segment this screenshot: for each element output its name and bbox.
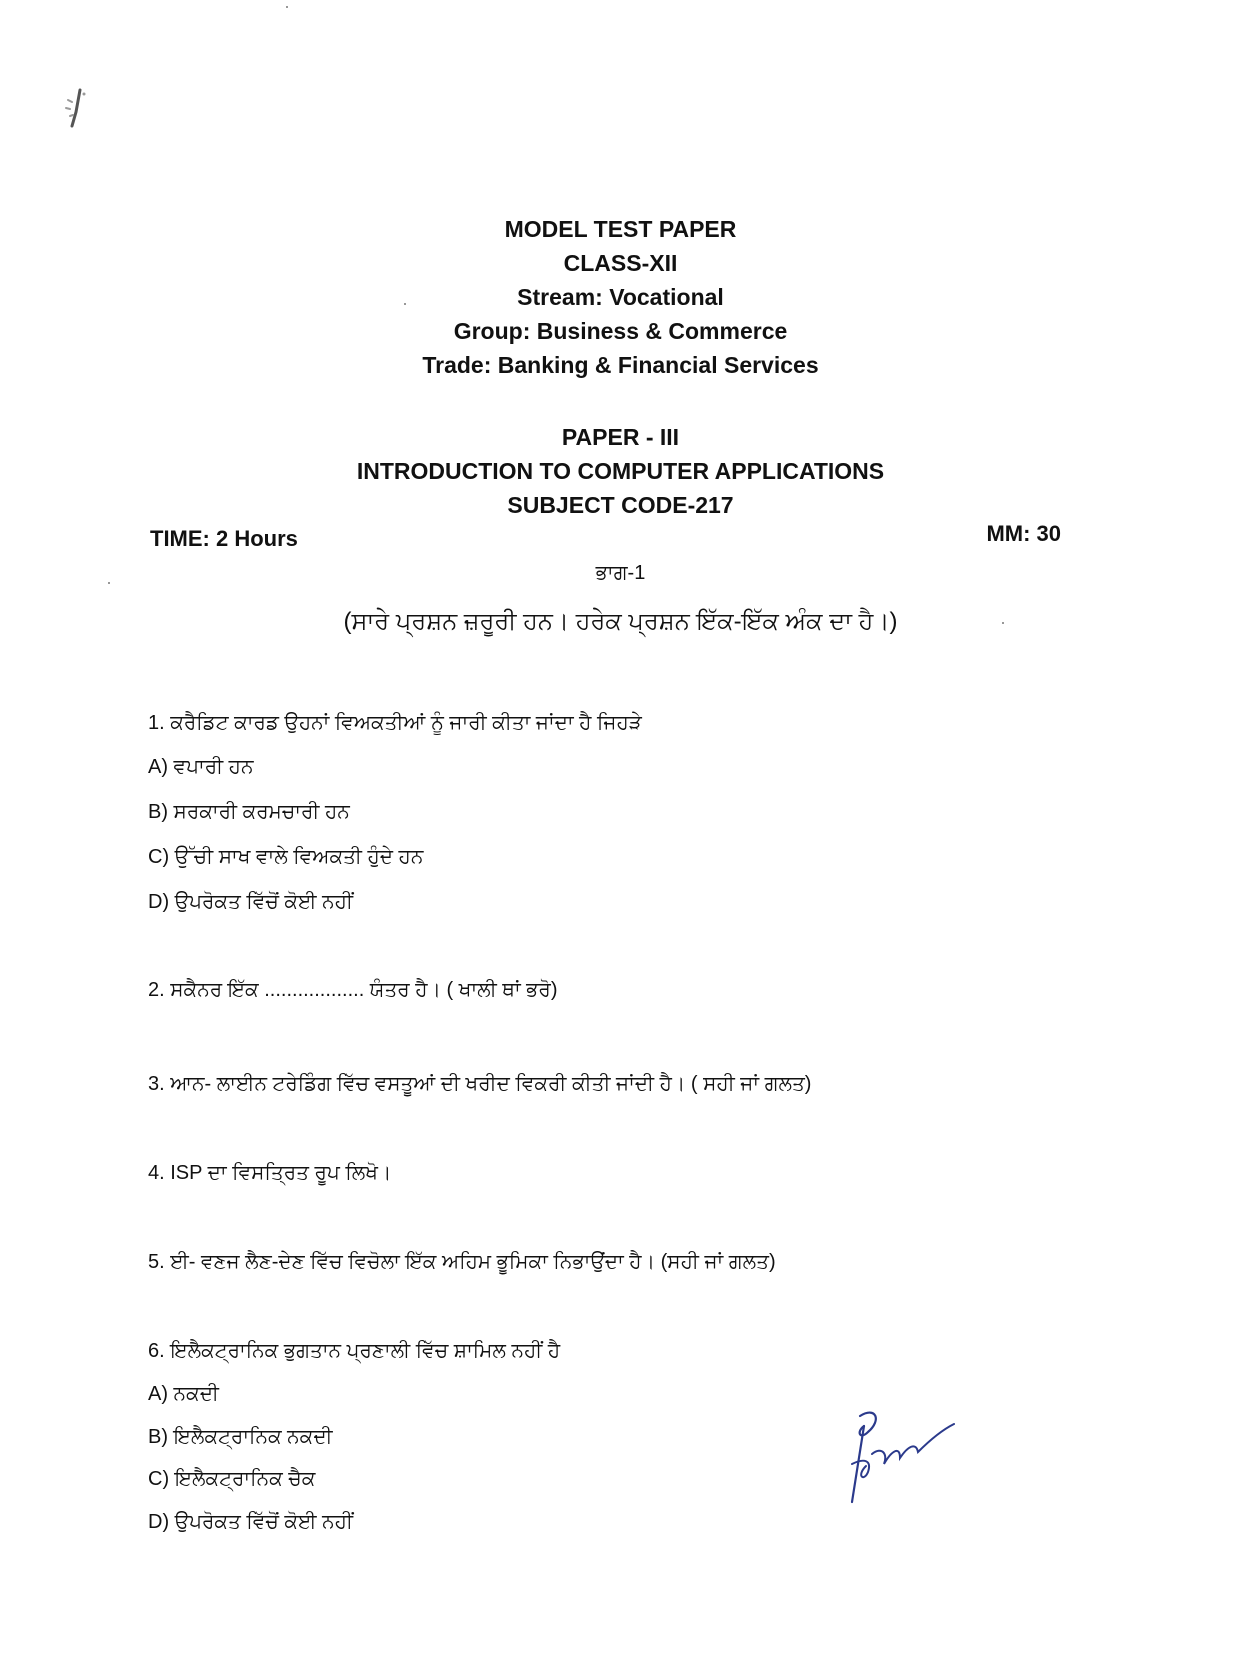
scan-mark-icon [58,82,98,132]
question-4: 4. ISP ਦਾ ਵਿਸਤ੍ਰਿਤ ਰੂਪ ਲਿਖੋ। [148,1162,392,1184]
paper-block [0,420,1241,522]
time-label: TIME: 2 Hours [150,526,298,551]
paper-subject: INTRODUCTION TO COMPUTER APPLICATIONS [356,458,885,484]
question-1-option-c: C) ਉੱਚੀ ਸਾਖ ਵਾਲੇ ਵਿਅਕਤੀ ਹੁੰਦੇ ਹਨ [148,846,424,868]
question-5: 5. ਈ- ਵਣਜ ਲੈਣ-ਦੇਣ ਵਿੱਚ ਵਿਚੋਲਾ ਇੱਕ ਅਹਿਮ ਭੂਮਿਕਾ ਨਿਭਾਉਂਦਾ ਹੈ। (ਸਹੀ ਜਾਂ ਗਲਤ) [148,1251,776,1273]
section-instructions: (ਸਾਰੇ ਪ੍ਰਸ਼ਨ ਜ਼ਰੂਰੀ ਹਨ। ਹਰੇਕ ਪ੍ਰਸ਼ਨ ਇੱਕ-ਇੱਕ ਅੰਕ ਦਾ ਹੈ।) [343,608,898,635]
question-1-option-b: B) ਸਰਕਾਰੀ ਕਰਮਚਾਰੀ ਹਨ [148,801,350,823]
question-6-option-a: A) ਨਕਦੀ [148,1383,219,1405]
title-line: MODEL TEST PAPER [504,216,737,242]
scan-speck [286,6,288,8]
question-3: 3. ਆਨ- ਲਾਈਨ ਟਰੇਡਿੰਗ ਵਿੱਚ ਵਸਤੂਆਂ ਦੀ ਖਰੀਦ ਵਿਕਰੀ ਕੀਤੀ ਜਾਂਦੀ ਹੈ। ( ਸਹੀ ਜਾਂ ਗਲਤ) [148,1073,812,1095]
question-1: 1. ਕਰੈਡਿਟ ਕਾਰਡ ਉਹਨਾਂ ਵਿਅਕਤੀਆਂ ਨੂੰ ਜਾਰੀ ਕੀਤਾ ਜਾਂਦਾ ਹੈ ਜਿਹੜੇ [148,712,642,734]
scan-speck [108,582,110,584]
question-1-option-d: D) ਉਪਰੋਕਤ ਵਿੱਚੋਂ ਕੋਈ ਨਹੀਂ [148,891,353,913]
subject-code: SUBJECT CODE-217 [507,492,734,518]
group-line: Group: Business & Commerce [453,318,788,344]
max-marks-label: MM: 30 [986,521,1061,546]
title-block [0,212,1241,382]
stream-line: Stream: Vocational [517,284,724,310]
question-2: 2. ਸਕੈਨਰ ਇੱਕ .................. ਯੰਤਰ ਹੈ। ( ਖਾਲੀ ਥਾਂ ਭਰੋ) [148,979,558,1001]
question-6: 6. ਇਲੈਕਟ੍ਰਾਨਿਕ ਭੁਗਤਾਨ ਪ੍ਰਣਾਲੀ ਵਿੱਚ ਸ਼ਾਮਿਲ ਨਹੀਂ ਹੈ [148,1340,561,1362]
signature-icon [842,1402,962,1512]
paper-number: PAPER - III [561,424,680,450]
class-line: CLASS-XII [563,250,678,276]
scan-speck [1002,622,1004,624]
question-6-option-c: C) ਇਲੈਕਟ੍ਰਾਨਿਕ ਚੈਕ [148,1468,316,1490]
trade-line: Trade: Banking & Financial Services [422,352,819,378]
section-label: ਭਾਗ-1 [595,562,646,584]
question-6-option-b: B) ਇਲੈਕਟ੍ਰਾਨਿਕ ਨਕਦੀ [148,1426,333,1448]
question-6-option-d: D) ਉਪਰੋਕਤ ਵਿੱਚੋਂ ਕੋਈ ਨਹੀਂ [148,1511,353,1533]
question-1-option-a: A) ਵਪਾਰੀ ਹਨ [148,756,254,778]
scan-speck [404,303,406,305]
